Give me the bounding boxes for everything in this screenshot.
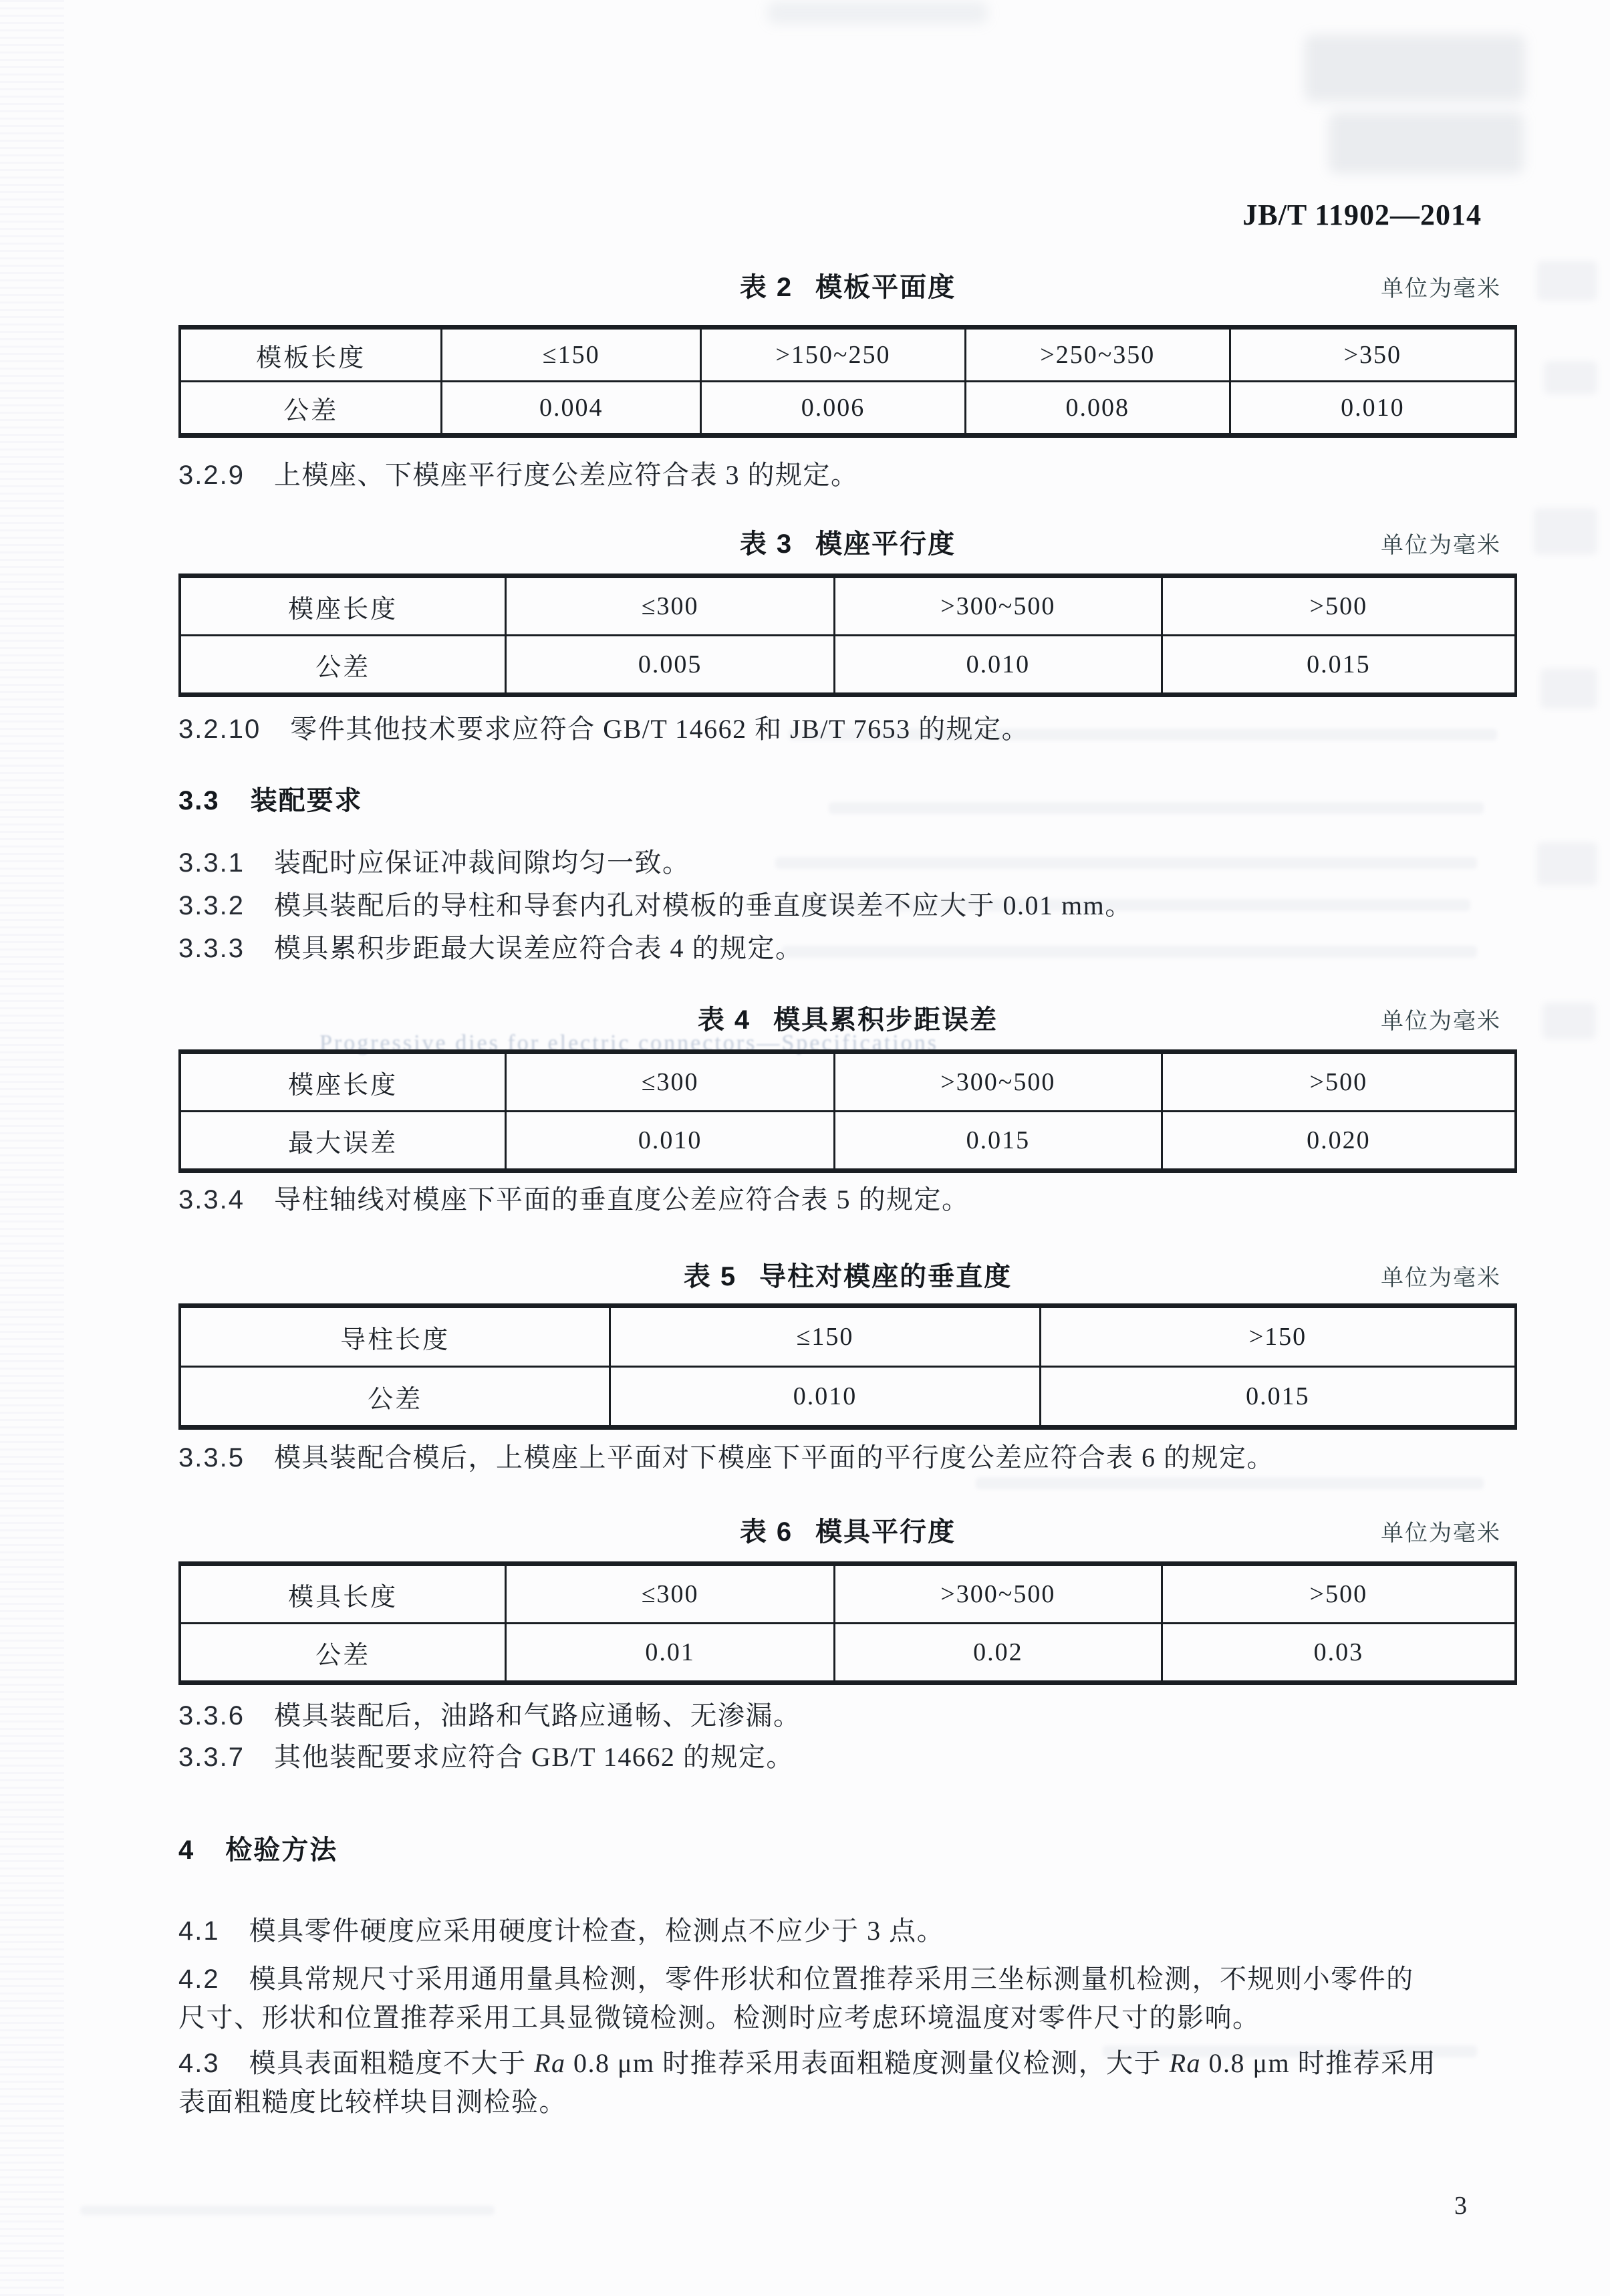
table-5-caption (178, 1255, 1517, 1293)
clause-text: 其他装配要求应符合 GB/T 14662 的规定。 (273, 1742, 794, 1772)
table-cell: >150~250 (701, 328, 966, 382)
clause-4-2-line1 (178, 1962, 1517, 1996)
table-cell: >300~500 (835, 1052, 1162, 1112)
table-2 (178, 325, 1517, 438)
clause-text: 模具装配合模后，上模座上平面对下模座下平面的平行度公差应符合表 6 的规定。 (273, 1442, 1274, 1473)
table-number: 表 5 (683, 1262, 737, 1291)
table-cell: 模板长度 (180, 328, 442, 382)
table-row (180, 1564, 1516, 1624)
heading-text: 检验方法 (225, 1835, 338, 1865)
unit-label: 单位为毫米 (1381, 1266, 1501, 1291)
table-2-caption-row (178, 266, 1517, 302)
table-number: 表 4 (697, 1005, 751, 1035)
table-2-caption (178, 266, 1517, 304)
clause-3-3-7 (178, 1741, 1517, 1774)
clause-number: 3.3.7 (178, 1743, 245, 1772)
table-5-caption-row (178, 1255, 1517, 1291)
clause-number: 4.2 (178, 1964, 220, 1994)
table-cell: >150 (1040, 1306, 1516, 1367)
table-title: 模板平面度 (815, 273, 956, 302)
clause-text: 模具累积步距最大误差应符合表 4 的规定。 (273, 933, 803, 963)
clause-4-3-line1 (178, 2047, 1517, 2080)
clause-number: 4.3 (178, 2049, 220, 2078)
table-cell: 公差 (180, 636, 506, 695)
table-cell: 0.010 (610, 1367, 1041, 1428)
clause-3-2-10 (178, 713, 1517, 746)
table-cell: 0.01 (506, 1624, 835, 1683)
table-cell: >500 (1162, 1564, 1516, 1624)
unit-label: 单位为毫米 (1381, 1521, 1501, 1546)
bleed-through-artifact (767, 1, 988, 24)
bleed-through-artifact (1537, 842, 1597, 886)
clause-text: 0.8 μm 时推荐采用表面粗糙度测量仪检测，大于 (565, 2048, 1170, 2078)
table-cell: ≤300 (506, 1564, 835, 1624)
clause-3-2-9 (178, 459, 1517, 492)
table-row (180, 1052, 1516, 1112)
unit-label: 单位为毫米 (1381, 533, 1501, 558)
clause-text: 尺寸、形状和位置推荐采用工具显微镜检测。检测时应考虑环境温度对零件尺寸的影响。 (178, 2003, 1260, 2033)
table-cell: ≤150 (610, 1306, 1041, 1367)
table-3 (178, 573, 1517, 697)
clause-number: 3.3.2 (178, 891, 245, 920)
table-cell: 0.008 (965, 382, 1230, 436)
table-number: 表 3 (739, 529, 793, 559)
table-row (180, 636, 1516, 695)
clause-3-3-4 (178, 1183, 1517, 1217)
unit-label: 单位为毫米 (1381, 277, 1501, 301)
bleed-through-artifact (1540, 668, 1597, 709)
clause-text: 模具装配后，油路和气路应通畅、无渗漏。 (273, 1700, 801, 1731)
clause-number: 3.3.5 (178, 1443, 245, 1473)
table-6-caption (178, 1511, 1517, 1549)
table-cell: 0.010 (1230, 382, 1516, 436)
table-cell: 模座长度 (180, 1052, 506, 1112)
table-cell: 0.02 (835, 1624, 1162, 1683)
clause-number: 3.2.9 (178, 461, 245, 490)
clause-text: 模具装配后的导柱和导套内孔对模板的垂直度误差不应大于 0.01 mm。 (273, 890, 1133, 920)
table-title: 模具累积步距误差 (773, 1005, 998, 1035)
clause-3-3-3 (178, 932, 1517, 965)
heading-number: 4 (178, 1835, 195, 1865)
table-cell: >500 (1162, 576, 1516, 636)
table-row (180, 328, 1516, 382)
table-cell: 公差 (180, 1367, 610, 1428)
scan-noise-left-edge (0, 0, 64, 2296)
table-cell: 0.010 (835, 636, 1162, 695)
clause-4-2-line2 (178, 2001, 1517, 2035)
clause-3-3-2 (178, 889, 1517, 922)
heading-4 (178, 1829, 1517, 1867)
table-cell: >350 (1230, 328, 1516, 382)
table-cell: 导柱长度 (180, 1306, 610, 1367)
table-cell: 0.006 (701, 382, 966, 436)
table-cell: >300~500 (835, 1564, 1162, 1624)
clause-number: 3.3.4 (178, 1185, 245, 1215)
clause-number: 3.3.1 (178, 848, 245, 878)
unit-label: 单位为毫米 (1381, 1009, 1501, 1034)
table-3-caption-row (178, 523, 1517, 559)
table-cell: ≤300 (506, 576, 835, 636)
table-cell: 公差 (180, 1624, 506, 1683)
table-row (180, 1624, 1516, 1683)
clause-number: 3.3.3 (178, 934, 245, 963)
table-row (180, 576, 1516, 636)
table-cell: 0.015 (1162, 636, 1516, 695)
table-cell: 0.015 (835, 1112, 1162, 1171)
bleed-through-artifact (1544, 361, 1597, 394)
table-cell: 0.03 (1162, 1624, 1516, 1683)
clause-text: 上模座、下模座平行度公差应符合表 3 的规定。 (273, 460, 859, 490)
clause-3-3-5 (178, 1441, 1517, 1475)
standard-number: JB/T 11902—2014 (1242, 199, 1482, 231)
table-3-caption (178, 523, 1517, 561)
table-4-caption (178, 999, 1517, 1037)
clause-text: 模具常规尺寸采用通用量具检测，零件形状和位置推荐采用三坐标测量机检测，不规则小零件的 (249, 1964, 1414, 1994)
table-cell: >500 (1162, 1052, 1516, 1112)
table-4 (178, 1049, 1517, 1173)
clause-text: 模具零件硬度应采用硬度计检查，检测点不应少于 3 点。 (249, 1916, 945, 1946)
table-row (180, 382, 1516, 436)
table-number: 表 6 (739, 1517, 793, 1547)
bleed-through-artifact (976, 1477, 1484, 1489)
table-cell: >300~500 (835, 576, 1162, 636)
bleed-through-artifact (1537, 261, 1597, 301)
table-6 (178, 1561, 1517, 1685)
table-row (180, 1367, 1516, 1428)
table-6-caption-row (178, 1511, 1517, 1547)
table-cell: 0.020 (1162, 1112, 1516, 1171)
heading-text: 装配要求 (250, 786, 363, 815)
table-cell: ≤150 (442, 328, 701, 382)
table-cell: >250~350 (965, 328, 1230, 382)
heading-number: 3.3 (178, 786, 220, 815)
bleed-through-text: Progressive dies for electric connectors—Specifications (319, 1031, 938, 1055)
clause-4-1 (178, 1914, 1517, 1948)
table-cell: 公差 (180, 382, 442, 436)
ra-symbol: Ra (534, 2048, 566, 2078)
table-title: 模座平行度 (815, 529, 956, 559)
clause-number: 3.2.10 (178, 715, 261, 744)
clause-number: 3.3.6 (178, 1701, 245, 1731)
bleed-through-artifact (1329, 112, 1524, 174)
heading-3-3 (178, 779, 1517, 817)
table-cell: 0.005 (506, 636, 835, 695)
clause-3-3-1 (178, 846, 1517, 880)
table-5 (178, 1303, 1517, 1430)
bleed-through-artifact (80, 2206, 495, 2215)
clause-3-3-6 (178, 1699, 1517, 1733)
clause-number: 4.1 (178, 1916, 220, 1946)
page-number: 3 (1454, 2192, 1467, 2220)
clause-text: 零件其他技术要求应符合 GB/T 14662 和 JB/T 7653 的规定。 (290, 714, 1030, 744)
table-4-caption-row (178, 999, 1517, 1035)
table-row (180, 1112, 1516, 1171)
table-cell: ≤300 (506, 1052, 835, 1112)
table-title: 导柱对模座的垂直度 (759, 1262, 1013, 1291)
table-cell: 0.010 (506, 1112, 835, 1171)
table-cell: 0.004 (442, 382, 701, 436)
table-cell: 最大误差 (180, 1112, 506, 1171)
bleed-through-artifact (1534, 508, 1597, 555)
table-number: 表 2 (739, 273, 793, 302)
clause-text: 装配时应保证冲裁间隙均匀一致。 (273, 848, 690, 878)
bleed-through-artifact (1305, 35, 1525, 102)
clause-4-3-line2 (178, 2085, 1517, 2119)
table-cell: 模座长度 (180, 576, 506, 636)
table-cell: 0.015 (1040, 1367, 1516, 1428)
table-cell: 模具长度 (180, 1564, 506, 1624)
ra-symbol: Ra (1169, 2048, 1202, 2078)
clause-text: 导柱轴线对模座下平面的垂直度公差应符合表 5 的规定。 (273, 1184, 970, 1215)
table-row (180, 1306, 1516, 1367)
clause-text: 模具表面粗糙度不大于 (249, 2048, 535, 2078)
bleed-through-artifact (1542, 1003, 1596, 1039)
table-title: 模具平行度 (815, 1517, 956, 1547)
clause-text: 表面粗糙度比较样块目测检验。 (178, 2087, 567, 2117)
clause-text: 0.8 μm 时推荐采用 (1201, 2048, 1437, 2078)
